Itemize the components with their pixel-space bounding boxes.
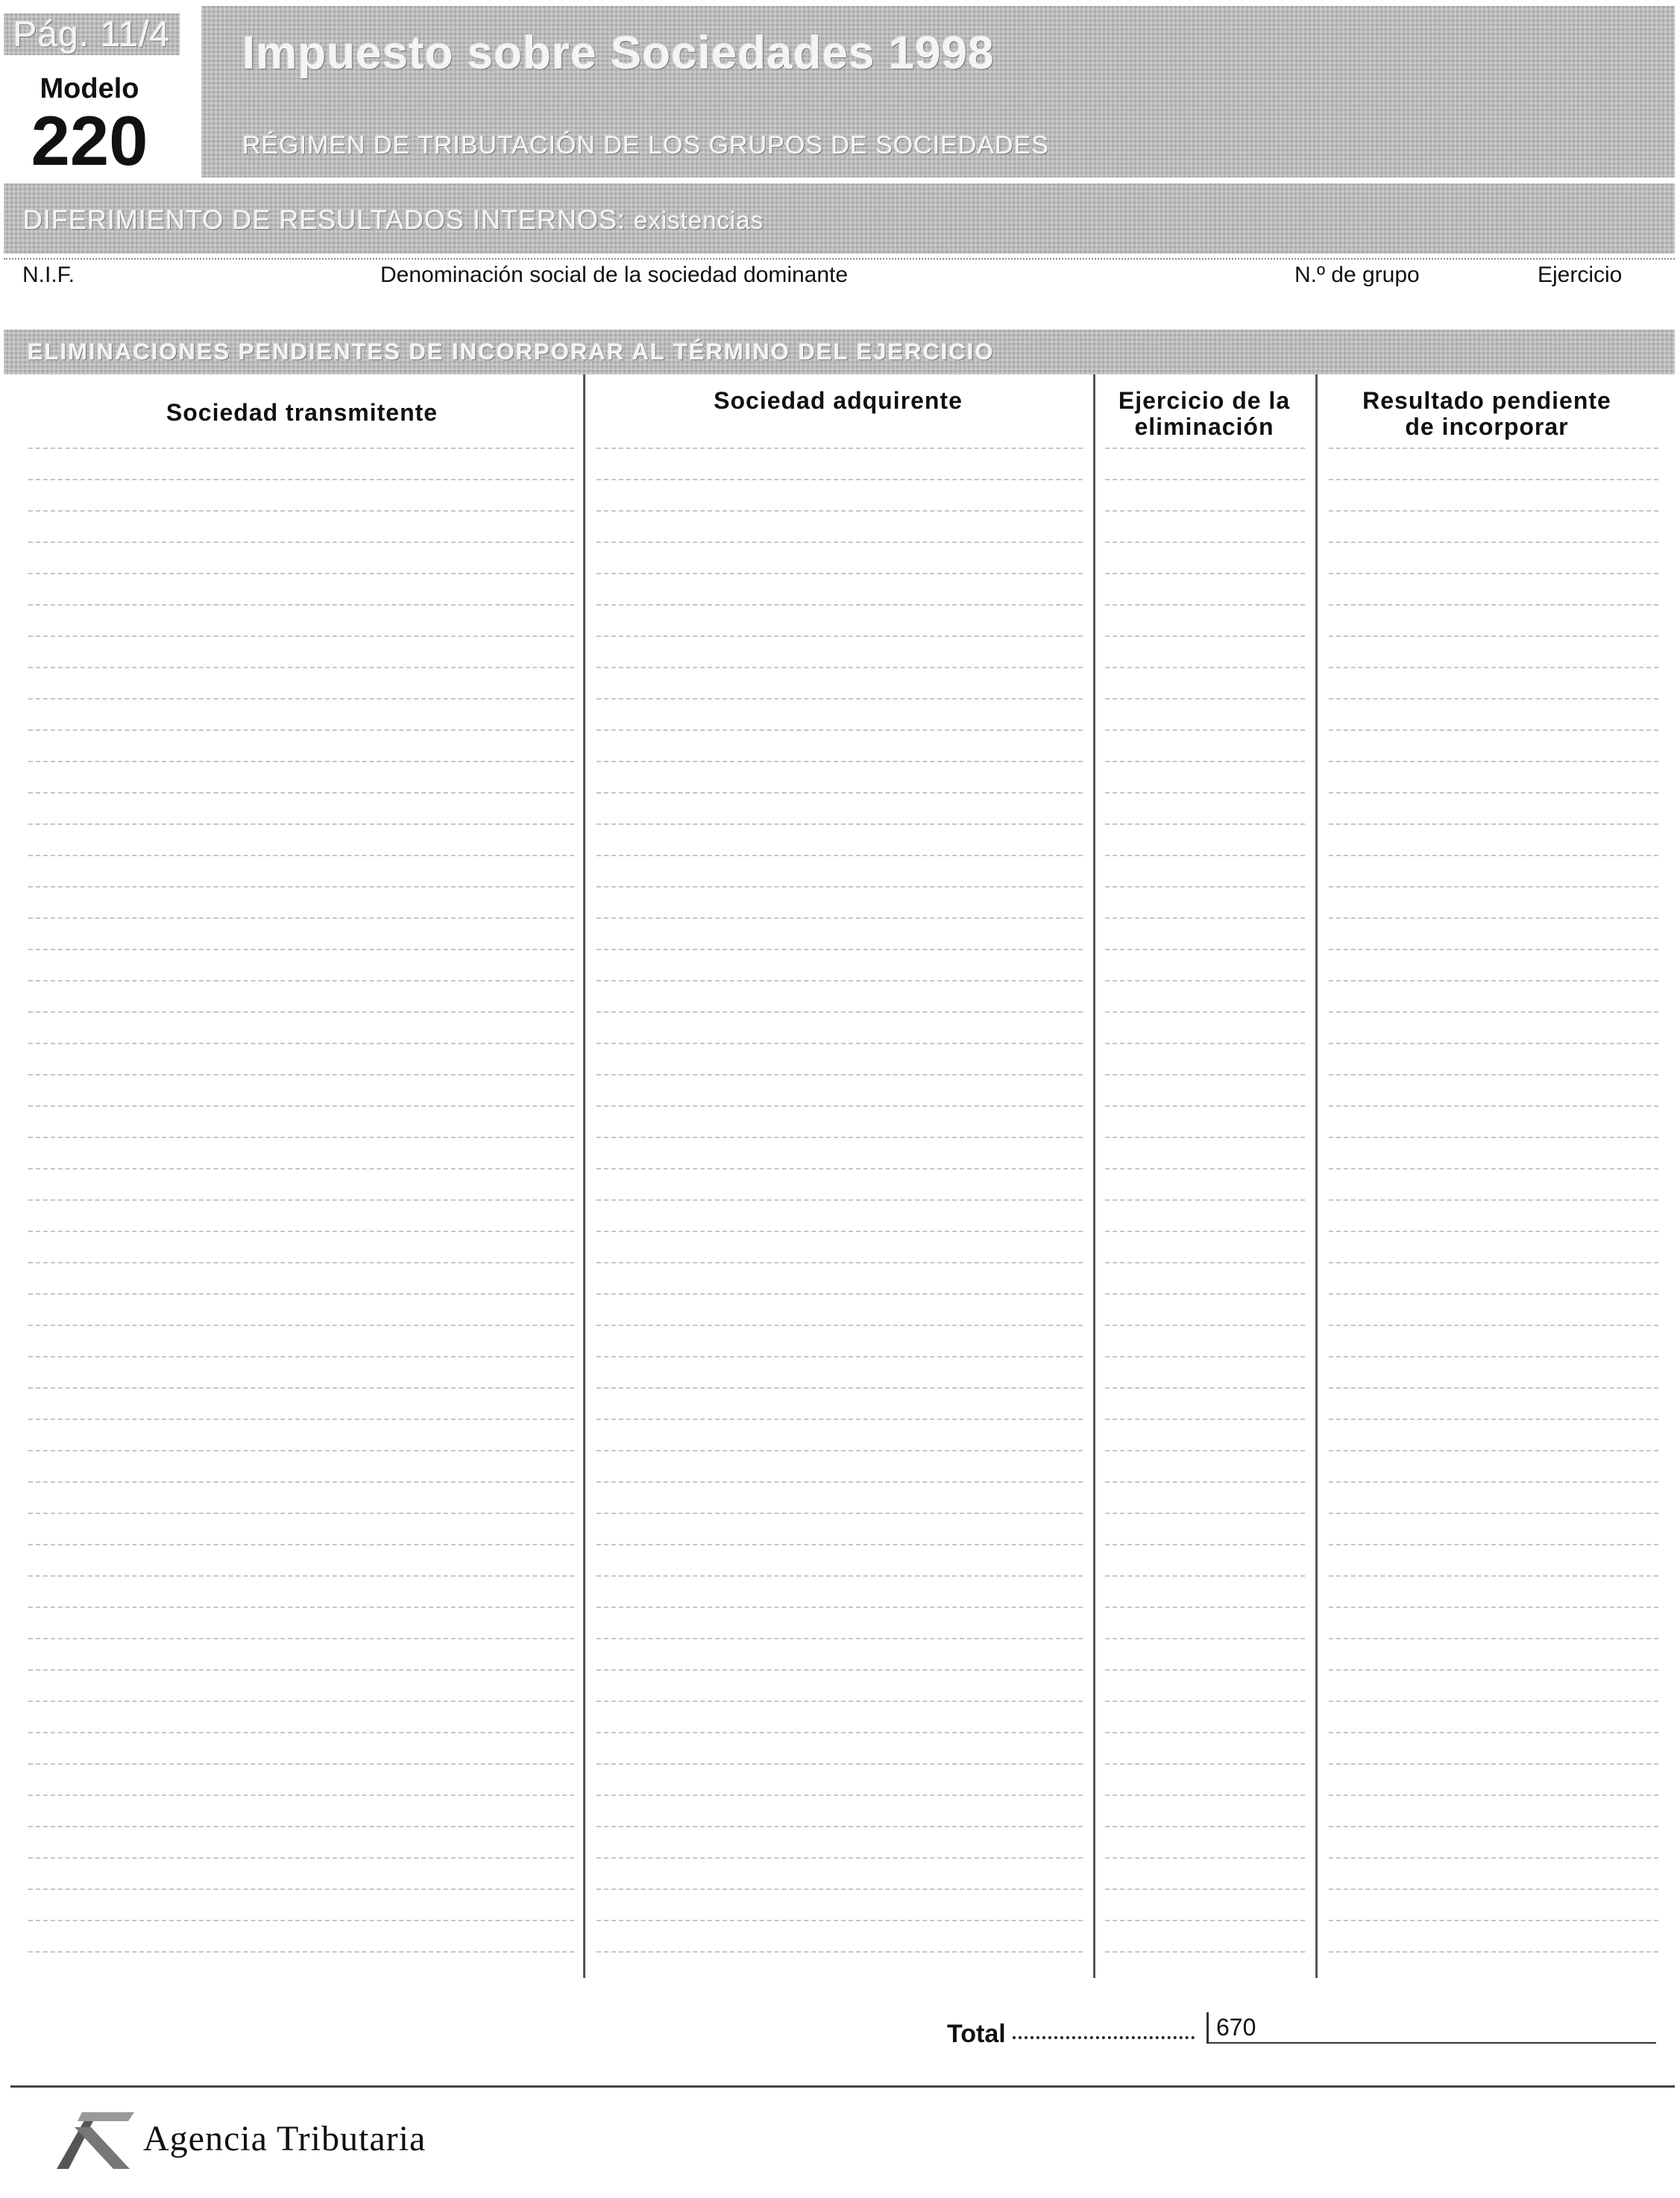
entry-row-line	[28, 1168, 574, 1169]
entry-row-line	[28, 1857, 574, 1859]
entry-row-line	[28, 448, 574, 449]
entry-row-line	[597, 1168, 1083, 1169]
entry-row-line	[28, 1137, 574, 1138]
entry-row-line	[1105, 1544, 1305, 1545]
col-header-transmitente: Sociedad transmitente	[166, 399, 438, 426]
entry-row-line	[1329, 1293, 1658, 1295]
entry-row-line	[1329, 1105, 1658, 1107]
entry-row-line	[597, 1137, 1083, 1138]
entry-row-line	[597, 792, 1083, 794]
entry-row-line	[28, 949, 574, 950]
col-header-ejercicio-line1: Ejercicio de la	[1118, 387, 1291, 414]
entry-row-line	[28, 604, 574, 606]
entry-row-line	[597, 761, 1083, 762]
entry-row-line	[597, 1544, 1083, 1545]
entry-row-line	[597, 1325, 1083, 1326]
ejercicio-label: Ejercicio	[1538, 263, 1623, 287]
entry-row-line	[28, 917, 574, 919]
entry-row-line	[1329, 667, 1658, 668]
entry-row-line	[597, 479, 1083, 480]
entry-row-line	[1105, 1732, 1305, 1733]
entry-row-line	[597, 1043, 1083, 1044]
form-subtitle: RÉGIMEN DE TRIBUTACIÓN DE LOS GRUPOS DE SOCIEDADES	[242, 131, 1050, 160]
entry-row-line	[1329, 1168, 1658, 1169]
entry-row-line	[1329, 1638, 1658, 1639]
entry-row-line	[597, 1826, 1083, 1827]
section-title-main: DIFERIMIENTO DE RESULTADOS INTERNOS:	[23, 204, 626, 235]
entry-row-line	[1105, 1356, 1305, 1357]
total-label: Total	[947, 2020, 1006, 2048]
entry-row-line	[28, 1951, 574, 1953]
entry-row-line	[28, 729, 574, 731]
entry-row-line	[1105, 479, 1305, 480]
entry-row-line	[1105, 1293, 1305, 1295]
entry-row-line	[28, 1607, 574, 1608]
entry-row-line	[1105, 1920, 1305, 1921]
entry-row-line	[597, 1262, 1083, 1263]
entry-row-line	[1105, 541, 1305, 543]
section-title	[23, 204, 764, 236]
col-header-ejercicio-line2: eliminación	[1134, 412, 1274, 440]
entry-row-line	[1105, 1105, 1305, 1107]
entry-row-line	[1105, 823, 1305, 825]
entry-row-line	[1329, 1325, 1658, 1326]
eliminaciones-band	[4, 330, 1675, 374]
section-band	[4, 183, 1675, 254]
entry-row-line	[1105, 698, 1305, 700]
entry-row-line	[597, 949, 1083, 950]
entry-row-line	[28, 823, 574, 825]
entry-row-line	[28, 761, 574, 762]
entry-row-line	[597, 635, 1083, 637]
entry-row-line	[1105, 604, 1305, 606]
entry-row-line	[597, 604, 1083, 606]
total-box-code: 670	[1216, 2014, 1256, 2041]
entry-row-line	[1329, 1826, 1658, 1827]
entry-row-line	[1105, 573, 1305, 574]
entry-row-line	[1105, 917, 1305, 919]
entry-row-line	[28, 1262, 574, 1263]
entry-row-line	[1329, 980, 1658, 982]
entry-row-line	[1329, 792, 1658, 794]
entry-row-line	[597, 886, 1083, 888]
entry-row-line	[28, 792, 574, 794]
entry-row-line	[28, 1544, 574, 1545]
entry-row-line	[1329, 1920, 1658, 1921]
entry-row-line	[28, 1419, 574, 1420]
col-separator	[1315, 374, 1318, 1978]
entry-row-line	[1105, 1638, 1305, 1639]
entry-row-line	[597, 541, 1083, 543]
entry-row-line	[597, 1794, 1083, 1796]
entry-row-line	[28, 1575, 574, 1577]
header-band	[201, 6, 1675, 178]
entry-row-line	[597, 1575, 1083, 1577]
entry-row-line	[28, 1638, 574, 1639]
entry-row-line	[28, 698, 574, 700]
entry-row-line	[1105, 1669, 1305, 1671]
entry-row-line	[597, 1732, 1083, 1733]
entry-row-line	[1329, 1888, 1658, 1890]
entry-row-line	[1329, 448, 1658, 449]
entry-row-line	[1105, 1857, 1305, 1859]
entry-row-line	[28, 1074, 574, 1076]
entry-row-line	[28, 1011, 574, 1013]
entry-row-line	[1329, 1043, 1658, 1044]
entry-row-line	[597, 573, 1083, 574]
entry-row-line	[28, 1513, 574, 1514]
entry-row-line	[1105, 792, 1305, 794]
entry-row-line	[1329, 1011, 1658, 1013]
entry-row-line	[1329, 1763, 1658, 1765]
entry-row-line	[1329, 761, 1658, 762]
modelo-label: Modelo	[40, 73, 139, 104]
entry-row-line	[597, 448, 1083, 449]
entry-row-line	[597, 1293, 1083, 1295]
entry-row-line	[28, 479, 574, 480]
denominacion-label: Denominación social de la sociedad dominante	[380, 263, 849, 287]
entry-row-line	[597, 1607, 1083, 1608]
entry-row-line	[597, 1074, 1083, 1076]
entry-row-line	[1105, 1575, 1305, 1577]
agency-name: Agencia Tributaria	[143, 2119, 427, 2158]
entry-row-line	[597, 1199, 1083, 1201]
entry-row-line	[597, 1231, 1083, 1232]
entry-row-line	[1105, 1701, 1305, 1702]
entry-row-line	[597, 1669, 1083, 1671]
entry-row-line	[1329, 1387, 1658, 1389]
entry-row-line	[28, 1105, 574, 1107]
entry-row-line	[1105, 1137, 1305, 1138]
entry-row-line	[1105, 510, 1305, 512]
form-title: Impuesto sobre Sociedades 1998	[242, 28, 995, 79]
entry-row-line	[1105, 667, 1305, 668]
entry-row-line	[597, 980, 1083, 982]
entry-row-line	[1329, 541, 1658, 543]
total-field[interactable]	[1206, 2012, 1656, 2044]
entry-row-line	[1105, 1011, 1305, 1013]
entry-row-line	[1329, 1544, 1658, 1545]
entry-row-line	[1329, 823, 1658, 825]
entry-row-line	[1105, 1826, 1305, 1827]
entry-row-line	[597, 1481, 1083, 1483]
agencia-tributaria-logo-icon	[52, 2109, 136, 2170]
entry-row-line	[1105, 855, 1305, 856]
page-number-badge: Pág. 11/4	[4, 13, 180, 55]
entry-row-line	[1105, 1450, 1305, 1451]
nif-field[interactable]	[22, 263, 75, 288]
entry-row-line	[1329, 1199, 1658, 1201]
entry-row-line	[28, 1920, 574, 1921]
entry-row-line	[1329, 1356, 1658, 1357]
entry-row-line	[28, 1888, 574, 1890]
entry-row-line	[1329, 1450, 1658, 1451]
entry-row-line	[28, 855, 574, 856]
entry-row-line	[28, 573, 574, 574]
entry-row-line	[28, 1794, 574, 1796]
entry-row-line	[597, 698, 1083, 700]
entry-row-line	[1105, 635, 1305, 637]
entry-row-line	[28, 1763, 574, 1765]
entry-row-line	[1329, 1419, 1658, 1420]
denominacion-field[interactable]	[380, 263, 848, 288]
entry-row-line	[28, 1356, 574, 1357]
entry-row-line	[597, 917, 1083, 919]
entry-row-line	[1105, 1419, 1305, 1420]
entry-row-line	[1105, 729, 1305, 731]
entry-row-line	[597, 1920, 1083, 1921]
entry-row-line	[597, 1450, 1083, 1451]
entry-row-line	[28, 1325, 574, 1326]
entry-row-line	[597, 1387, 1083, 1389]
entry-row-line	[1329, 1513, 1658, 1514]
entry-row-line	[1105, 1794, 1305, 1796]
entry-row-line	[28, 541, 574, 543]
entry-row-line	[1105, 1043, 1305, 1044]
entry-row-line	[1105, 980, 1305, 982]
entry-row-line	[1329, 1951, 1658, 1953]
entry-row-line	[597, 855, 1083, 856]
entry-row-line	[1105, 1325, 1305, 1326]
entry-row-line	[1329, 1137, 1658, 1138]
eliminaciones-title: ELIMINACIONES PENDIENTES DE INCORPORAR AL TÉRMINO DEL EJERCICIO	[28, 339, 995, 365]
entry-row-line	[28, 1231, 574, 1232]
entry-row-line	[28, 1199, 574, 1201]
entry-row-line	[597, 1951, 1083, 1953]
entry-row-line	[1329, 1074, 1658, 1076]
entry-row-line	[597, 1419, 1083, 1420]
entry-row-line	[28, 1669, 574, 1671]
entry-row-line	[1329, 510, 1658, 512]
entry-row-line	[1105, 761, 1305, 762]
grupo-label: N.º de grupo	[1294, 263, 1420, 287]
entry-row-line	[28, 886, 574, 888]
entry-row-line	[28, 1450, 574, 1451]
nif-label: N.I.F.	[22, 263, 75, 287]
id-row-divider	[4, 258, 1675, 260]
entry-row-line	[1329, 855, 1658, 856]
entry-row-line	[28, 510, 574, 512]
entry-row-line	[1105, 1387, 1305, 1389]
entry-row-line	[28, 1043, 574, 1044]
entry-row-line	[1329, 1794, 1658, 1796]
col-header-ejercicio	[1093, 388, 1315, 439]
entry-row-line	[1329, 949, 1658, 950]
col-header-resultado-line1: Resultado pendiente	[1362, 387, 1611, 414]
entry-row-line	[1329, 1262, 1658, 1263]
entry-row-line	[1329, 1669, 1658, 1671]
entry-row-line	[1105, 1888, 1305, 1890]
entry-row-line	[1105, 448, 1305, 449]
entry-row-line	[1105, 1513, 1305, 1514]
entry-row-line	[1329, 1231, 1658, 1232]
entry-row-line	[1329, 604, 1658, 606]
entry-row-line	[1329, 1607, 1658, 1608]
entry-row-line	[597, 1857, 1083, 1859]
entry-row-line	[597, 1011, 1083, 1013]
entry-row-line	[597, 1638, 1083, 1639]
entry-row-line	[597, 1513, 1083, 1514]
entry-row-line	[1329, 573, 1658, 574]
entry-row-line	[1329, 479, 1658, 480]
entry-row-line	[1105, 1231, 1305, 1232]
entry-row-line	[1105, 1074, 1305, 1076]
entry-row-line	[597, 1356, 1083, 1357]
entry-row-line	[28, 635, 574, 637]
entry-row-line	[28, 1481, 574, 1483]
entry-row-line	[1329, 635, 1658, 637]
entry-row-line	[28, 1293, 574, 1295]
entry-row-line	[28, 980, 574, 982]
entry-row-line	[1105, 1168, 1305, 1169]
entry-row-line	[1105, 1607, 1305, 1608]
entry-row-line	[28, 1701, 574, 1702]
section-title-sub: existencias	[634, 207, 764, 234]
entry-row-line	[1105, 1763, 1305, 1765]
entry-row-line	[1329, 1732, 1658, 1733]
entry-row-line	[1105, 949, 1305, 950]
ejercicio-field[interactable]	[1538, 263, 1622, 288]
entry-row-line	[597, 510, 1083, 512]
col-header-resultado-line2: de incorporar	[1405, 412, 1569, 440]
entry-row-line	[1329, 698, 1658, 700]
entry-row-line	[1329, 917, 1658, 919]
entry-row-line	[597, 667, 1083, 668]
modelo-number: 220	[31, 101, 148, 180]
entry-row-line	[1329, 1701, 1658, 1702]
entry-row-line	[1105, 1481, 1305, 1483]
entry-row-line	[1105, 1951, 1305, 1953]
col-separator	[583, 374, 585, 1978]
grupo-field[interactable]	[1294, 263, 1420, 288]
col-header-resultado	[1315, 388, 1658, 439]
entry-row-line	[1105, 886, 1305, 888]
footer-divider	[10, 2085, 1675, 2088]
col-header-adquirente: Sociedad adquirente	[714, 387, 963, 414]
entry-row-line	[597, 1701, 1083, 1702]
entry-row-line	[1329, 1481, 1658, 1483]
entry-row-line	[1329, 729, 1658, 731]
total-leader-dots	[1013, 2036, 1195, 2039]
entry-row-line	[28, 667, 574, 668]
entry-row-line	[1329, 1857, 1658, 1859]
col-separator	[1093, 374, 1095, 1978]
entry-row-line	[1329, 886, 1658, 888]
entry-row-line	[1105, 1262, 1305, 1263]
entry-row-line	[597, 1888, 1083, 1890]
entry-row-line	[597, 1105, 1083, 1107]
entry-row-line	[1105, 1199, 1305, 1201]
entry-row-line	[597, 823, 1083, 825]
entry-row-line	[1329, 1575, 1658, 1577]
entry-row-line	[28, 1826, 574, 1827]
entry-row-line	[28, 1732, 574, 1733]
entry-row-line	[597, 1763, 1083, 1765]
entry-row-line	[597, 729, 1083, 731]
entry-row-line	[28, 1387, 574, 1389]
